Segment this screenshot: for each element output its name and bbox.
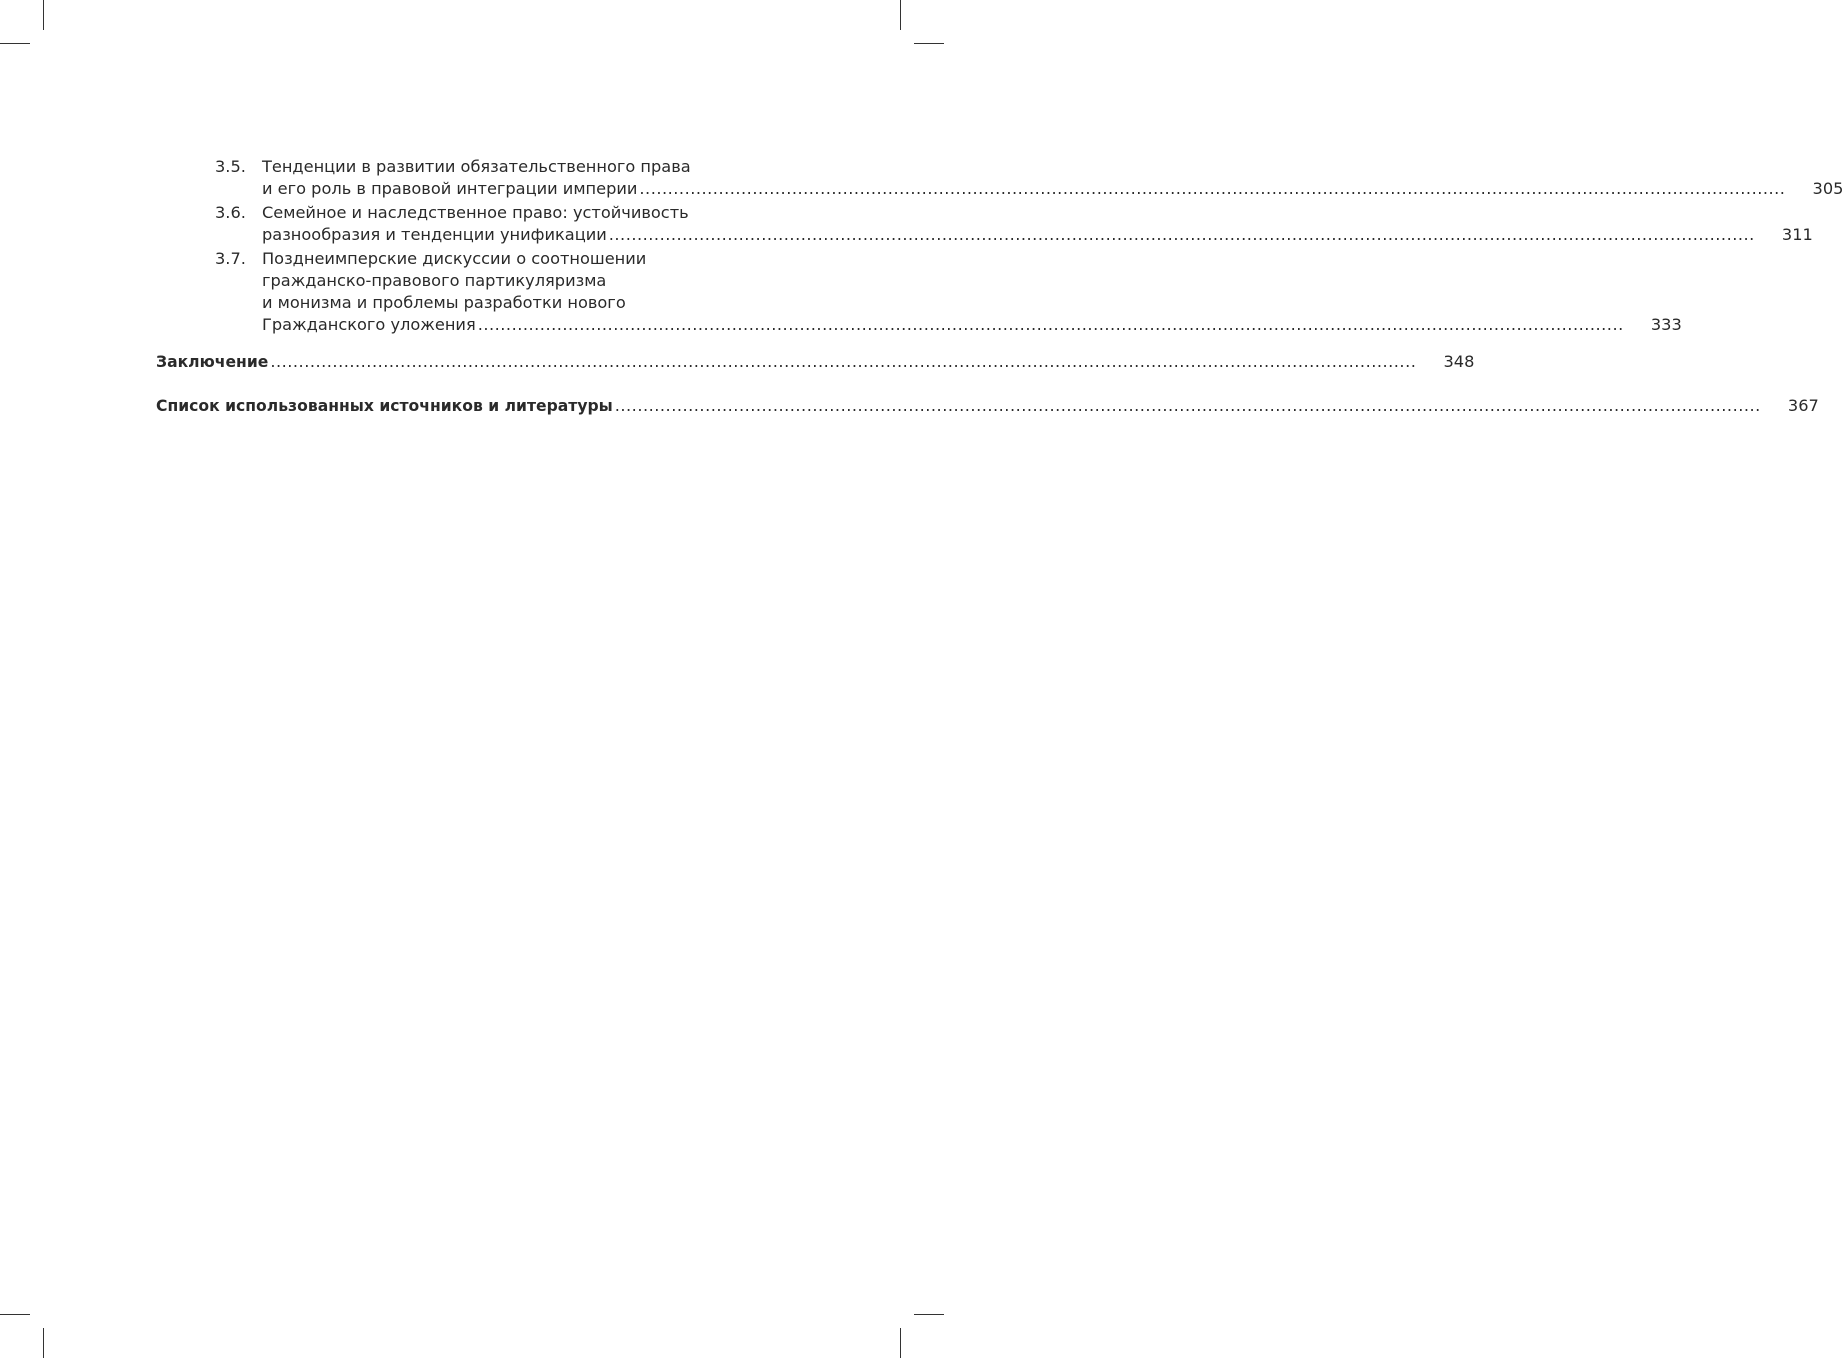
toc-entry-3-5[interactable] xyxy=(156,156,1843,200)
toc-entry-line: Тенденции в развитии обязательственного права xyxy=(262,157,691,176)
toc-entry-3-6[interactable] xyxy=(156,202,1813,246)
toc-entry-conclusion[interactable] xyxy=(156,351,1475,373)
toc-entry-line: и монизма и проблемы разработки нового xyxy=(262,293,626,312)
toc-entry-number: 3.7. xyxy=(215,249,246,268)
crop-mark-bottom-right-vertical xyxy=(900,1328,901,1358)
table-of-contents xyxy=(156,156,1843,417)
crop-mark-top-right-horizontal xyxy=(914,43,944,44)
toc-entry-line-last: разнообразия и тенденции унификации xyxy=(262,225,607,244)
toc-entry-line: Семейное и наследственное право: устойчивость xyxy=(262,203,689,222)
toc-entry-line: Позднеимперские дискуссии о соотношении xyxy=(262,249,647,268)
crop-mark-bottom-left-horizontal xyxy=(0,1314,30,1315)
toc-entry-page: 348 xyxy=(1443,352,1475,371)
toc-entry-page: 305 xyxy=(1812,179,1843,198)
toc-entry-line: гражданско-правового партикуляризма xyxy=(262,271,607,290)
toc-entry-number: 3.5. xyxy=(215,157,246,176)
leader-dots: ........................................................................................................................................................................................................... xyxy=(270,352,1417,371)
toc-chapter-title: Список использованных источников и литературы xyxy=(156,397,613,415)
toc-entry-bibliography[interactable] xyxy=(156,395,1819,417)
toc-entry-page: 367 xyxy=(1787,396,1819,415)
toc-entry-line-last: и его роль в правовой интеграции империи xyxy=(262,179,638,198)
crop-mark-bottom-right-horizontal xyxy=(914,1314,944,1315)
leader-dots: ........................................................................................................................................................................................................... xyxy=(639,179,1786,198)
toc-entry-3-7[interactable] xyxy=(156,248,1682,336)
toc-entry-line-last: Гражданского уложения xyxy=(262,315,476,334)
crop-mark-bottom-left-vertical xyxy=(43,1328,44,1358)
leader-dots: ........................................................................................................................................................................................................... xyxy=(477,315,1624,334)
crop-mark-top-right-vertical xyxy=(900,0,901,30)
leader-dots: ........................................................................................................................................................................................................... xyxy=(614,396,1761,415)
toc-chapter-title: Заключение xyxy=(156,353,269,371)
crop-mark-top-left-horizontal xyxy=(0,43,30,44)
crop-mark-top-left-vertical xyxy=(43,0,44,30)
toc-entry-number: 3.6. xyxy=(215,203,246,222)
toc-entry-page: 311 xyxy=(1781,225,1813,244)
toc-entry-page: 333 xyxy=(1650,315,1682,334)
leader-dots: ........................................................................................................................................................................................................... xyxy=(608,225,1755,244)
